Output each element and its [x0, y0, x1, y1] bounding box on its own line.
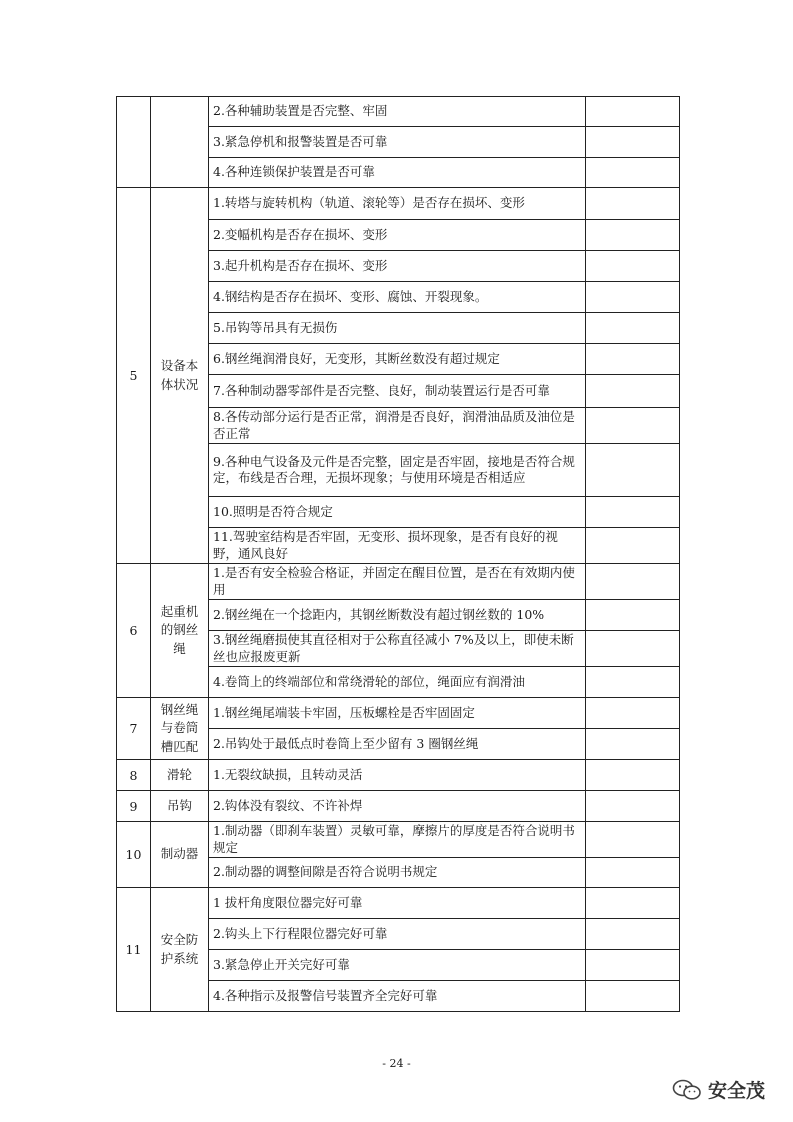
category-cell: 钢丝绳与卷筒槽匹配: [151, 698, 209, 760]
result-cell: [586, 408, 680, 444]
wechat-icon: [672, 1079, 702, 1101]
check-item-cell: 3.钢丝绳磨损使其直径相对于公称直径减小 7%及以上，即使未断丝也应报废更新: [209, 631, 586, 667]
result-cell: [586, 97, 680, 127]
result-cell: [586, 158, 680, 188]
result-cell: [586, 950, 680, 981]
result-cell: [586, 600, 680, 631]
result-cell: [586, 282, 680, 313]
category-cell: 吊钩: [151, 791, 209, 822]
watermark-text: 安全茂: [708, 1080, 766, 1102]
item-number-cell: 8: [117, 760, 151, 791]
table-row: [117, 188, 680, 220]
check-item-cell: 2.制动器的调整间隙是否符合说明书规定: [209, 858, 586, 888]
check-item-cell: 10.照明是否符合规定: [209, 497, 586, 528]
check-item-cell: 4.各种指示及报警信号装置齐全完好可靠: [209, 981, 586, 1012]
check-item-cell: 1.制动器（即刹车装置）灵敏可靠，摩擦片的厚度是否符合说明书规定: [209, 822, 586, 858]
check-item-cell: 3.紧急停机和报警装置是否可靠: [209, 127, 586, 158]
table-row: [117, 822, 680, 858]
result-cell: [586, 528, 680, 564]
page-number: - 24 -: [382, 1057, 411, 1070]
check-item-cell: 11.驾驶室结构是否牢固，无变形、损坏现象，是否有良好的视野，通风良好: [209, 528, 586, 564]
inspection-table: [116, 96, 680, 1012]
result-cell: [586, 313, 680, 344]
check-item-cell: 2.钩头上下行程限位器完好可靠: [209, 919, 586, 950]
check-item-cell: 1.是否有安全检验合格证，并固定在醒目位置，是否在有效期内使用: [209, 564, 586, 600]
check-item-cell: 1.转塔与旋转机构（轨道、滚轮等）是否存在损坏、变形: [209, 188, 586, 220]
result-cell: [586, 729, 680, 760]
result-cell: [586, 444, 680, 497]
result-cell: [586, 981, 680, 1012]
result-cell: [586, 888, 680, 919]
table-row: [117, 97, 680, 127]
result-cell: [586, 791, 680, 822]
check-item-cell: 2.钢丝绳在一个捻距内，其钢丝断数没有超过钢丝数的 10%: [209, 600, 586, 631]
result-cell: [586, 375, 680, 408]
check-item-cell: 2.钩体没有裂纹、不许补焊: [209, 791, 586, 822]
check-item-cell: 1.钢丝绳尾端装卡牢固，压板螺栓是否牢固固定: [209, 698, 586, 729]
category-cell: 滑轮: [151, 760, 209, 791]
result-cell: [586, 919, 680, 950]
item-number-cell: 10: [117, 822, 151, 888]
result-cell: [586, 220, 680, 251]
result-cell: [586, 497, 680, 528]
check-item-cell: 1 拔杆角度限位器完好可靠: [209, 888, 586, 919]
check-item-cell: 7.各种制动器零部件是否完整、良好，制动装置运行是否可靠: [209, 375, 586, 408]
check-item-cell: 4.卷筒上的终端部位和常绕滑轮的部位，绳面应有润滑油: [209, 667, 586, 698]
item-number-cell: 5: [117, 188, 151, 564]
table-row: [117, 791, 680, 822]
check-item-cell: 4.各种连锁保护装置是否可靠: [209, 158, 586, 188]
table-row: [117, 698, 680, 729]
item-number-cell: 7: [117, 698, 151, 760]
item-number-cell: [117, 97, 151, 188]
check-item-cell: 3.起升机构是否存在损坏、变形: [209, 251, 586, 282]
table-row: [117, 760, 680, 791]
result-cell: [586, 127, 680, 158]
item-number-cell: 11: [117, 888, 151, 1012]
result-cell: [586, 760, 680, 791]
check-item-cell: 5.吊钩等吊具有无损伤: [209, 313, 586, 344]
check-item-cell: 8.各传动部分运行是否正常，润滑是否良好，润滑油品质及油位是否正常: [209, 408, 586, 444]
result-cell: [586, 344, 680, 375]
watermark: [672, 1076, 765, 1103]
item-number-cell: 9: [117, 791, 151, 822]
result-cell: [586, 698, 680, 729]
check-item-cell: 6.钢丝绳润滑良好，无变形，其断丝数没有超过规定: [209, 344, 586, 375]
check-item-cell: 9.各种电气设备及元件是否完整，固定是否牢固，接地是否符合规定，布线是否合理，无损坏现象；与使用环境是否相适应: [209, 444, 586, 497]
check-item-cell: 2.变幅机构是否存在损坏、变形: [209, 220, 586, 251]
result-cell: [586, 858, 680, 888]
check-item-cell: 3.紧急停止开关完好可靠: [209, 950, 586, 981]
category-cell: 设备本体状况: [151, 188, 209, 564]
item-number-cell: 6: [117, 564, 151, 698]
category-cell: 起重机的钢丝绳: [151, 564, 209, 698]
check-item-cell: 2.吊钩处于最低点时卷筒上至少留有 3 圈钢丝绳: [209, 729, 586, 760]
category-cell: 安全防护系统: [151, 888, 209, 1012]
result-cell: [586, 251, 680, 282]
result-cell: [586, 631, 680, 667]
table-row: [117, 888, 680, 919]
category-cell: [151, 97, 209, 188]
check-item-cell: 2.各种辅助装置是否完整、牢固: [209, 97, 586, 127]
result-cell: [586, 188, 680, 220]
result-cell: [586, 564, 680, 600]
check-item-cell: 4.钢结构是否存在损坏、变形、腐蚀、开裂现象。: [209, 282, 586, 313]
category-cell: 制动器: [151, 822, 209, 888]
result-cell: [586, 822, 680, 858]
check-item-cell: 1.无裂纹缺损，且转动灵活: [209, 760, 586, 791]
table-row: [117, 564, 680, 600]
result-cell: [586, 667, 680, 698]
